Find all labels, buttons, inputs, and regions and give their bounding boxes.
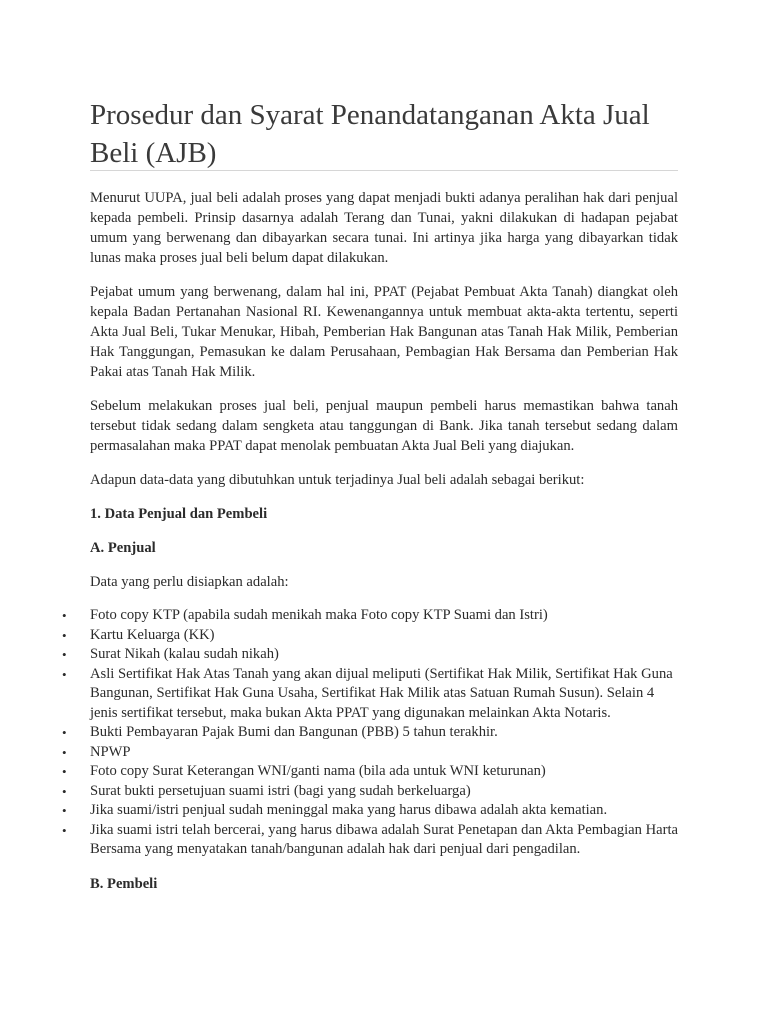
list-item-text: NPWP [90, 743, 131, 760]
section-heading-data: 1. Data Penjual dan Pembeli [90, 506, 268, 522]
title-divider [90, 170, 678, 171]
list-item-text: Jika suami istri telah bercerai, yang harus dibawa adalah Surat Penetapan dan Akta Pembagian Harta Bersama yang menyatakan tanah/bangunan adalah hak dari penjual dari pengadilan. [90, 821, 679, 857]
penjual-intro: Data yang perlu disiapkan adalah: [90, 574, 289, 590]
bullet-icon: • [62, 725, 67, 740]
bullet-icon: • [62, 822, 67, 838]
list-item-text: Bukti Pembayaran Pajak Bumi dan Bangunan (PBB) 5 tahun terakhir. [90, 724, 498, 740]
bullet-icon: • [62, 803, 67, 818]
bullet-icon: • [62, 647, 67, 662]
list-item-text: Jika suami/istri penjual sudah meninggal maka yang harus dibawa adalah akta kematian. [90, 802, 608, 818]
list-item-text: Asli Sertifikat Hak Atas Tanah yang akan dijual meliputi (Sertifikat Hak Milik, Sertifikat Hak Guna Bangunan, Sertifikat Hak Guna Usaha, Sertifikat Hak Milik atas Satuan Rumah Susun). Selain 4 jenis sertifikat tersebut, maka bukan Akta PPAT yang digunakan melainkan Akta Notaris. [90, 665, 673, 721]
paragraph-intro: Menurut UUPA, jual beli adalah proses yang dapat menjadi bukti adanya peralihan hak dari penjual kepada pembeli. Prinsip dasarnya adalah Terang dan Tunai, yakni dilakukan di hadapan pejabat umum yang berwenang dan dibayarkan secara tunai. Ini artinya jika harga yang dibayarkan tidak lunas maka proses jual beli belum dapat dilakukan. [90, 190, 678, 266]
list-item [62, 762, 678, 782]
bullet-icon: • [62, 666, 67, 682]
list-item-text: Foto copy Surat Keterangan WNI/ganti nama (bila ada untuk WNI keturunan) [90, 763, 546, 779]
subheading-pembeli: B. Pembeli [90, 875, 158, 892]
list-item [62, 626, 678, 646]
list-item-text: Kartu Keluarga (KK) [90, 626, 215, 643]
list-item [62, 782, 678, 802]
list-item [62, 665, 678, 724]
list-item [62, 606, 678, 626]
bullet-icon: • [62, 744, 67, 760]
list-item-text: Surat bukti persetujuan suami istri (bagi yang sudah berkeluarga) [90, 782, 471, 799]
list-item-text: Foto copy KTP (apabila sudah menikah maka Foto copy KTP Suami dan Istri) [90, 607, 548, 623]
bullet-icon: • [62, 764, 67, 779]
list-item [62, 723, 678, 743]
list-item-text: Surat Nikah (kalau sudah nikah) [90, 646, 279, 662]
list-item [62, 743, 678, 763]
document-title: Prosedur dan Syarat Penandatanganan Akta Jual Beli (AJB) [90, 99, 650, 169]
bullet-icon: • [62, 783, 67, 799]
list-item [62, 821, 678, 860]
paragraph-data-list-intro: Adapun data-data yang dibutuhkan untuk terjadinya Jual beli adalah sebagai berikut: [90, 472, 585, 488]
list-item [62, 801, 678, 821]
subheading-penjual: A. Penjual [90, 540, 156, 556]
bullet-icon: • [62, 627, 67, 643]
penjual-requirements-list [62, 606, 678, 860]
bullet-icon: • [62, 608, 67, 623]
document-body [62, 188, 679, 908]
paragraph-sengketa: Sebelum melakukan proses jual beli, penjual maupun pembeli harus memastikan bahwa tanah tersebut tidak sedang dalam sengketa atau tanggungan di Bank. Jika tanah tersebut sedang dalam permasalahan maka PPAT dapat menolak pembuatan Akta Jual Beli yang diajukan. [90, 398, 678, 454]
list-item [62, 645, 678, 665]
paragraph-ppat: Pejabat umum yang berwenang, dalam hal ini, PPAT (Pejabat Pembuat Akta Tanah) diangkat oleh kepala Badan Pertanahan Nasional RI. Kewenangannya untuk membuat akta-akta tertentu, seperti Akta Jual Beli, Tukar Menukar, Hibah, Pemberian Hak Bangunan atas Tanah Hak Milik, Pemberian Hak Tanggungan, Pemasukan ke dalam Perusahaan, Pembagian Hak Bersama dan Pemberian Hak Pakai atas Tanah Hak Milik. [90, 284, 678, 380]
